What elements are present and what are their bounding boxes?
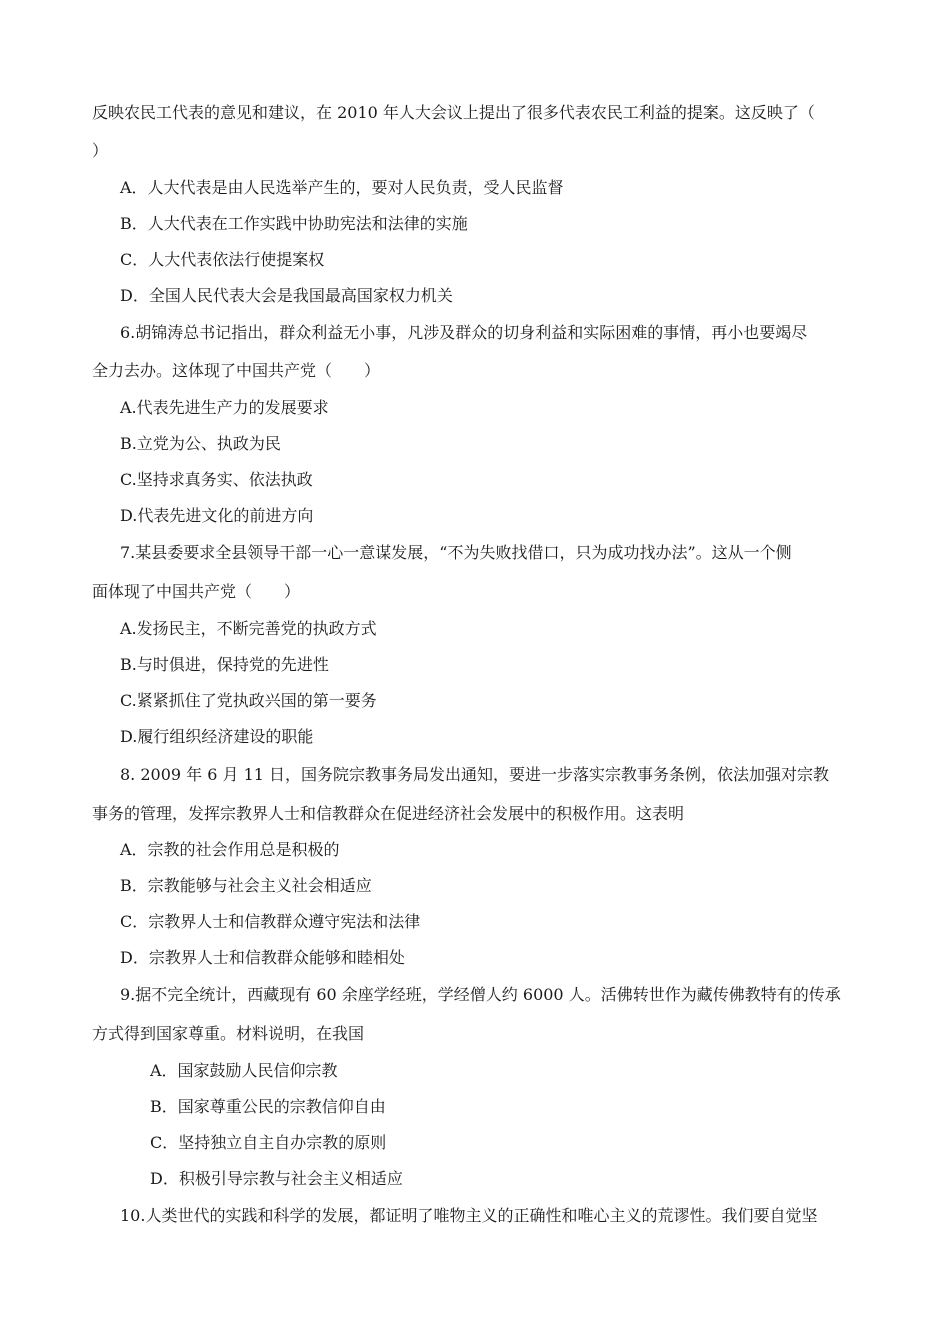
question-stem-line: 方式得到国家尊重。材料说明，在我国 <box>92 1024 365 1043</box>
answer-option: A．国家鼓励人民信仰宗教 <box>150 1061 338 1080</box>
question-stem-line: 8. 2009 年 6 月 11 日，国务院宗教事务局发出通知，要进一步落实宗教事务条例，依法加强对宗教 <box>120 765 830 784</box>
answer-option: A.发扬民主，不断完善党的执政方式 <box>120 619 377 638</box>
question-stem-line: 7.某县委要求全县领导干部一心一意谋发展，“不为失败找借口，只为成功找办法”。这从一个侧 <box>120 543 792 562</box>
question-stem-line: 面体现了中国共产党（ ） <box>92 582 301 601</box>
question-stem-line: 10.人类世代的实践和科学的发展，都证明了唯物主义的正确性和唯心主义的荒谬性。我们要自觉坚 <box>120 1206 818 1225</box>
answer-option: D.履行组织经济建设的职能 <box>120 727 314 746</box>
answer-option: B．人大代表在工作实践中协助宪法和法律的实施 <box>120 214 468 233</box>
question-stem-line: 6.胡锦涛总书记指出，群众利益无小事，凡涉及群众的切身利益和实际困难的事情，再小也要竭尽 <box>120 323 808 342</box>
answer-option: B．宗教能够与社会主义社会相适应 <box>120 876 372 895</box>
answer-option: A.代表先进生产力的发展要求 <box>120 398 329 417</box>
answer-option: D．积极引导宗教与社会主义相适应 <box>150 1169 403 1188</box>
answer-option: A．人大代表是由人民选举产生的，要对人民负责，受人民监督 <box>120 178 564 197</box>
answer-option: B．国家尊重公民的宗教信仰自由 <box>150 1097 386 1116</box>
answer-option: B.立党为公、执政为民 <box>120 434 281 453</box>
answer-option: D.代表先进文化的前进方向 <box>120 506 314 525</box>
question-stem-line: ） <box>92 141 109 160</box>
answer-option: C．坚持独立自主自办宗教的原则 <box>150 1133 387 1152</box>
answer-option: D．宗教界人士和信教群众能够和睦相处 <box>120 948 405 967</box>
answer-option: B.与时俱进，保持党的先进性 <box>120 655 329 674</box>
question-stem-line: 9.据不完全统计，西藏现有 60 余座学经班，学经僧人约 6000 人。活佛转世作为藏传佛教特有的传承 <box>120 985 841 1004</box>
answer-option: C．宗教界人士和信教群众遵守宪法和法律 <box>120 912 421 931</box>
answer-option: C．人大代表依法行使提案权 <box>120 250 325 269</box>
question-stem-line: 事务的管理，发挥宗教界人士和信教群众在促进经济社会发展中的积极作用。这表明 <box>92 804 685 823</box>
question-stem-line: 全力去办。这体现了中国共产党（ ） <box>92 361 381 380</box>
question-stem-line: 反映农民工代表的意见和建议，在 2010 年人大会议上提出了很多代表农民工利益的提案。这反映了（ <box>92 103 815 122</box>
answer-option: D．全国人民代表大会是我国最高国家权力机关 <box>120 286 453 305</box>
answer-option: A．宗教的社会作用总是积极的 <box>120 840 340 859</box>
answer-option: C.紧紧抓住了党执政兴国的第一要务 <box>120 691 377 710</box>
answer-option: C.坚持求真务实、依法执政 <box>120 470 313 489</box>
